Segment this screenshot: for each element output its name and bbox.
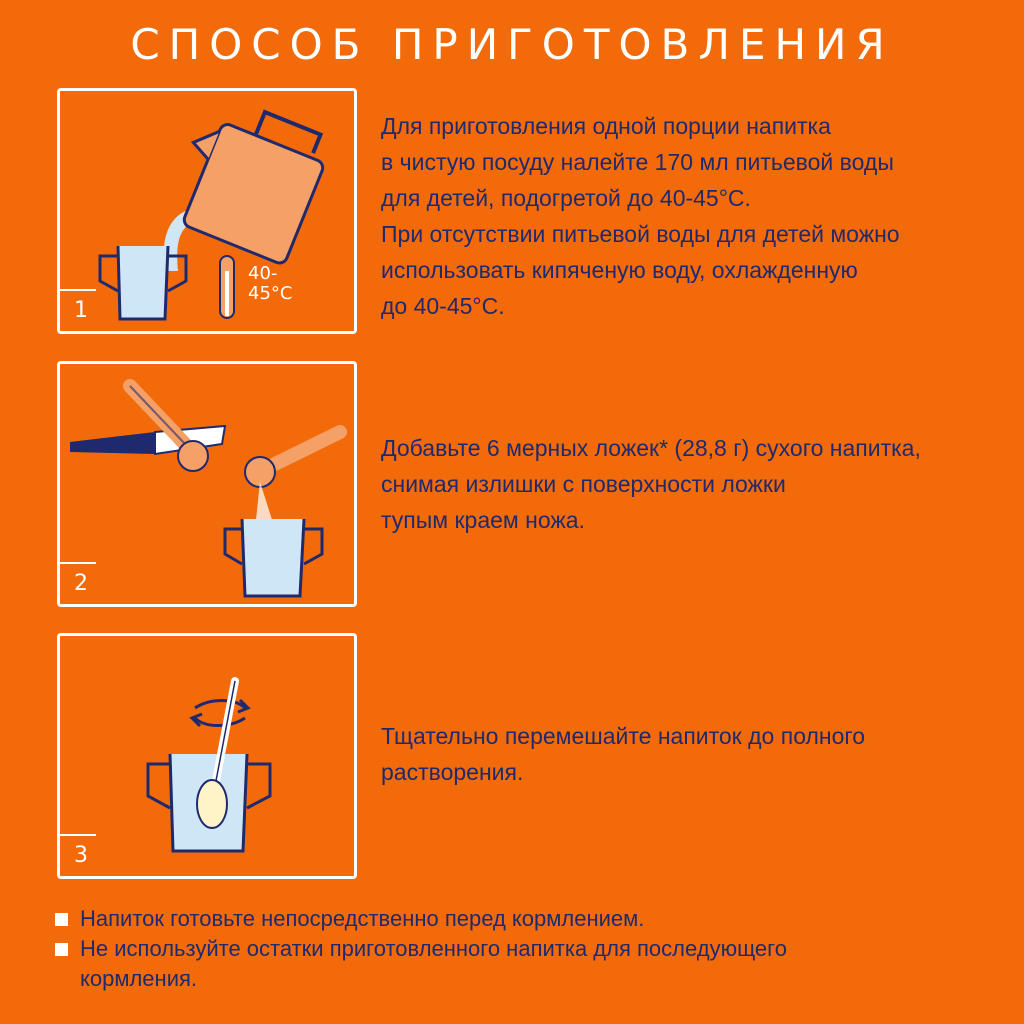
step-3-illustration xyxy=(57,633,357,879)
step-3-text xyxy=(381,718,865,790)
step-line: При отсутствии питьевой воды для детей можно xyxy=(381,221,900,247)
step-number: 2 xyxy=(74,571,88,596)
step-1-text xyxy=(381,108,900,324)
step-line: в чистую посуду налейте 170 мл питьевой воды xyxy=(381,149,894,175)
step-line: снимая излишки с поверхности ложки xyxy=(381,471,786,497)
step-tick xyxy=(60,289,96,291)
note-2-continuation: кормления. xyxy=(80,966,198,991)
spoon-and-knife-icon xyxy=(60,364,360,610)
note-1-text: Напиток готовьте непосредственно перед кормлением. xyxy=(80,906,645,931)
square-bullet-icon xyxy=(55,913,68,926)
step-line: тупым краем ножа. xyxy=(381,507,585,533)
thermometer-label-top: 40- xyxy=(248,263,278,284)
stirring-spoon-icon xyxy=(60,636,360,882)
notes xyxy=(55,904,787,994)
note-1 xyxy=(55,904,787,934)
step-number: 3 xyxy=(74,843,88,868)
step-line: использовать кипяченую воду, охлажденную xyxy=(381,257,858,283)
step-tick xyxy=(60,834,96,836)
step-2-illustration xyxy=(57,361,357,607)
step-line: Тщательно перемешайте напиток до полного xyxy=(381,723,866,749)
thermometer-icon xyxy=(60,91,360,337)
square-bullet-icon xyxy=(55,943,68,956)
step-line: Для приготовления одной порции напитка xyxy=(381,113,831,139)
step-2-text xyxy=(381,430,921,538)
step-1-illustration xyxy=(57,88,357,334)
step-tick xyxy=(60,562,96,564)
step-line: до 40-45°С. xyxy=(381,293,505,319)
note-2-text: Не используйте остатки приготовленного напитка для последующего xyxy=(80,936,787,961)
thermometer-label-bottom: 45°C xyxy=(248,283,293,304)
step-number: 1 xyxy=(74,298,88,323)
page-title: СПОСОБ ПРИГОТОВЛЕНИЯ xyxy=(130,20,894,69)
step-line: для детей, подогретой до 40-45°С. xyxy=(381,185,751,211)
step-line: растворения. xyxy=(381,759,524,785)
step-line: Добавьте 6 мерных ложек* (28,8 г) сухого напитка, xyxy=(381,435,921,461)
note-2 xyxy=(55,934,787,964)
